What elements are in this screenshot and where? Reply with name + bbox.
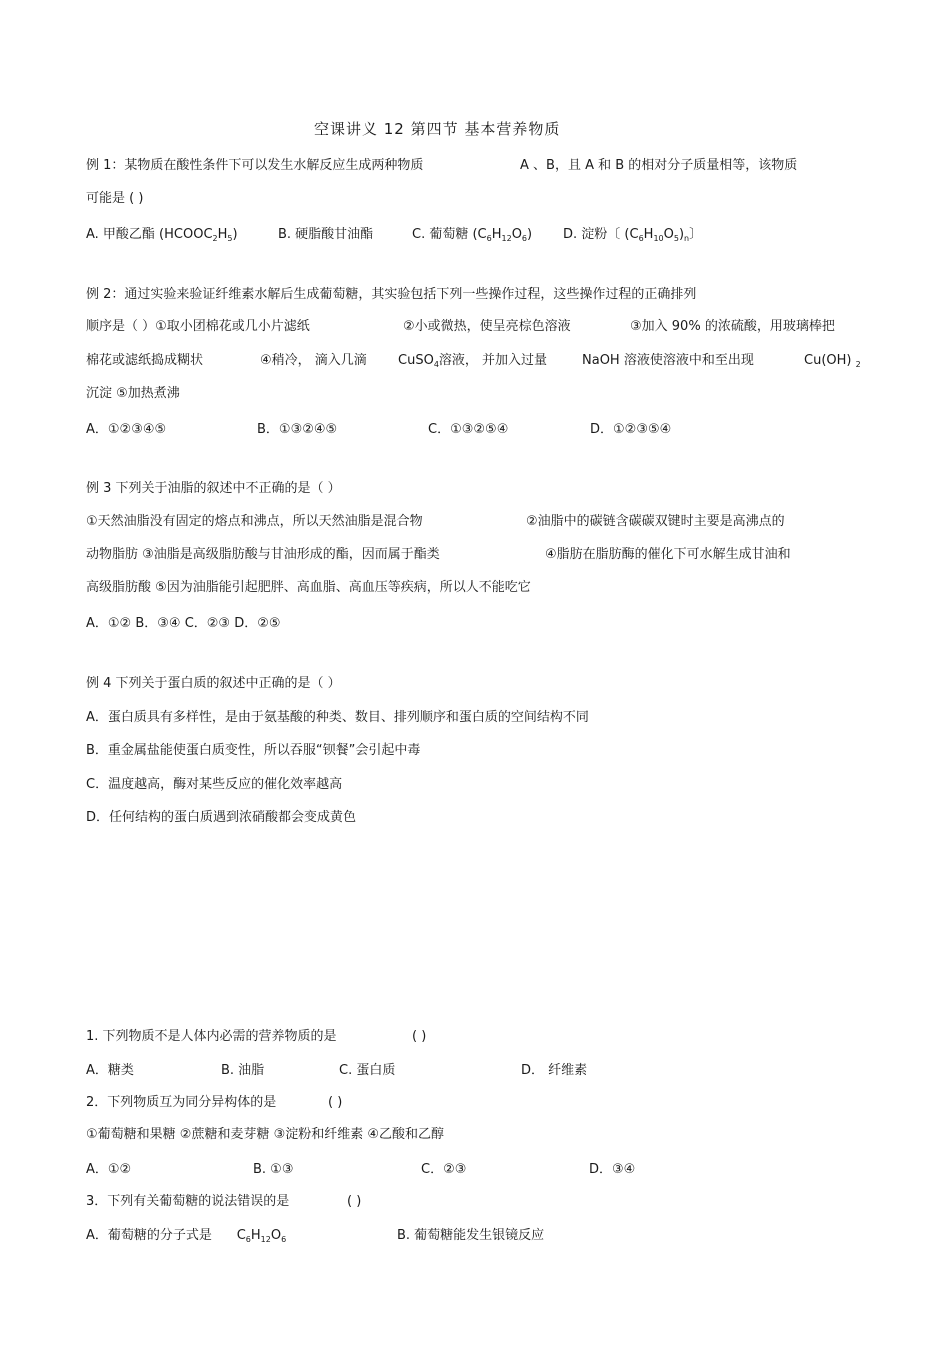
example-2-option-b: B．①③②④⑤ [257,422,338,437]
question-1-option-a: A．糖类 [86,1063,134,1078]
question-1-paren: ( ) [412,1029,427,1044]
example-3-line-2b: ④脂肪在脂肪酶的催化下可水解生成甘油和 [545,547,791,562]
example-2-line-3e: Cu(OH) $_2$ [804,353,861,369]
example-3-options: A．①② B．③④ C．②③ D．②⑤ [86,616,281,631]
example-2-stem: 例 2：通过实验来验证纤维素水解后生成葡萄糖，其实验包括下列一些操作过程，这些操作过程的正确排列 [86,287,697,302]
question-2-option-b: B. ①③ [253,1162,294,1177]
example-2-line-3b: ④稍冷， 滴入几滴 [260,353,367,368]
question-2-items: ①葡萄糖和果糖 ②蔗糖和麦芽糖 ③淀粉和纤维素 ④乙酸和乙醇 [86,1127,445,1142]
question-3-option-b: B. 葡萄糖能发生银镜反应 [397,1228,545,1243]
question-2-option-a: A．①② [86,1162,132,1177]
example-2-line-3d: NaOH 溶液使溶液中和至出现 [582,353,754,368]
example-4-option-b: B．重金属盐能使蛋白质变性，所以吞服“钡餐”会引起中毒 [86,743,421,758]
example-3-line-2a: 动物脂肪 ③油脂是高级脂肪酸与甘油形成的酯，因而属于酯类 [86,547,440,562]
question-2-option-d: D．③④ [589,1162,636,1177]
example-1-option-d: D. 淀粉〔 $(C_6H_{10}O_5)_n$〕 [563,227,703,243]
example-2-line-2a: 顺序是（ ）①取小团棉花或几小片滤纸 [86,319,310,334]
example-1-option-a: A. 甲酸乙酯 $(HCOOC_2H_5)$ [86,227,238,243]
example-4-option-c: C．温度越高，酶对某些反应的催化效率越高 [86,777,343,792]
example-4-stem: 例 4 下列关于蛋白质的叙述中正确的是（ ） [86,676,341,691]
example-2-option-d: D．①②③⑤④ [590,422,672,437]
example-3-line-1a: ①天然油脂没有固定的熔点和沸点，所以天然油脂是混合物 [86,514,423,529]
question-2-option-c: C．②③ [421,1162,467,1177]
example-3-stem: 例 3 下列关于油脂的叙述中不正确的是（ ） [86,481,341,496]
example-2-line-2c: ③加入 90% 的浓硫酸，用玻璃棒把 [630,319,835,334]
question-2-stem: 2．下列物质互为同分异构体的是 [86,1095,277,1110]
question-3-option-a: A．葡萄糖的分子式是 $C_6H_{12}O_6$ [86,1228,287,1244]
page-title: 空课讲义 12 第四节 基本营养物质 [314,120,561,138]
example-2-line-3c: CuSO$_4$溶液， 并加入过量 [398,353,548,369]
question-3-paren: ( ) [347,1194,362,1209]
example-4-option-d: D．任何结构的蛋白质遇到浓硝酸都会变成黄色 [86,810,357,825]
question-1-option-b: B. 油脂 [221,1063,265,1078]
question-3-stem: 3．下列有关葡萄糖的说法错误的是 [86,1194,290,1209]
example-1-stem-end: 可能是 ( ) [86,191,144,206]
example-2-line-2b: ②小或微热，使呈亮棕色溶液 [403,319,571,334]
example-1-option-b: B. 硬脂酸甘油酯 [278,227,374,242]
example-1-stem: 例 1：某物质在酸性条件下可以发生水解反应生成两种物质 [86,158,424,173]
example-2-option-c: C．①③②⑤④ [428,422,509,437]
example-2-line-4: 沉淀 ⑤加热煮沸 [86,386,180,401]
question-1-option-d: D． 纤维素 [521,1063,588,1078]
question-2-paren: ( ) [328,1095,343,1110]
example-4-option-a: A．蛋白质具有多样性，是由于氨基酸的种类、数目、排列顺序和蛋白质的空间结构不同 [86,710,589,725]
example-1-option-c: C. 葡萄糖 $(C_6H_{12}O_6)$ [412,227,533,243]
example-2-line-3a: 棉花或滤纸捣成糊状 [86,353,204,368]
example-1-stem-cont: A 、B，且 A 和 B 的相对分子质量相等，该物质 [520,158,798,173]
question-1-option-c: C. 蛋白质 [339,1063,396,1078]
example-2-option-a: A．①②③④⑤ [86,422,167,437]
example-3-line-1b: ②油脂中的碳链含碳碳双键时主要是高沸点的 [526,514,785,529]
example-3-line-3: 高级脂肪酸 ⑤因为油脂能引起肥胖、高血脂、高血压等疾病，所以人不能吃它 [86,580,531,595]
question-1-stem: 1. 下列物质不是人体内必需的营养物质的是 [86,1029,337,1044]
